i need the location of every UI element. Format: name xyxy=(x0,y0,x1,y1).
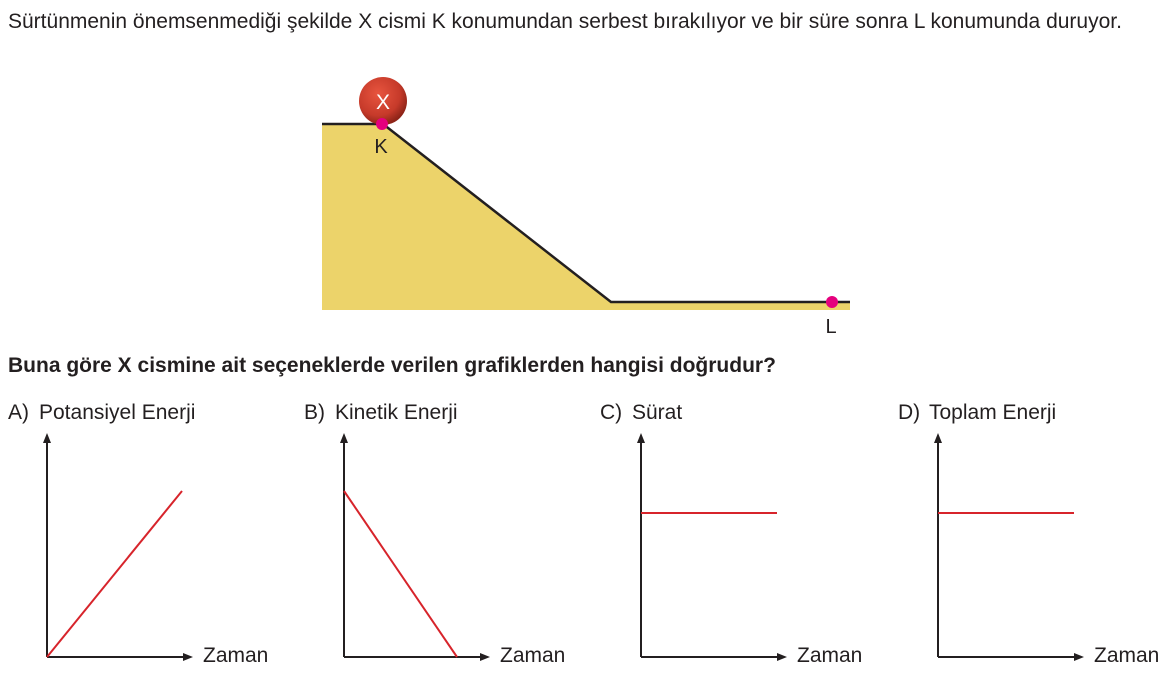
graph-a-x-arrow xyxy=(183,653,193,661)
question-text: Buna göre X cismine ait seçeneklerde verilen grafiklerden hangisi doğrudur? xyxy=(8,354,776,377)
option-c-title: Sürat xyxy=(632,401,683,424)
graph-d-y-arrow xyxy=(934,433,942,443)
graph-a-curve xyxy=(47,491,182,657)
option-b-x-label: Zaman xyxy=(500,644,566,667)
graph-c-y-arrow xyxy=(637,433,645,443)
option-d-letter[interactable]: D) xyxy=(898,401,921,424)
option-a-letter[interactable]: A) xyxy=(8,401,29,424)
option-b-title: Kinetik Enerji xyxy=(335,401,458,424)
graph-b-curve xyxy=(344,491,457,657)
graph-b-y-arrow xyxy=(340,433,348,443)
graph-a xyxy=(43,433,193,661)
option-a-title: Potansiyel Enerji xyxy=(39,401,196,424)
graph-c-x-arrow xyxy=(777,653,787,661)
point-k-marker xyxy=(376,118,388,130)
option-c-letter[interactable]: C) xyxy=(600,401,623,424)
option-a-x-label: Zaman xyxy=(203,644,269,667)
point-l-marker xyxy=(826,296,838,308)
ball-x-label: X xyxy=(375,91,391,114)
graph-d-x-arrow xyxy=(1074,653,1084,661)
graph-b-x-arrow xyxy=(480,653,490,661)
graph-d xyxy=(934,433,1084,661)
option-d-title: Toplam Enerji xyxy=(929,401,1057,424)
graph-b xyxy=(340,433,490,661)
point-k-label: K xyxy=(374,136,388,158)
point-l-label: L xyxy=(825,316,837,338)
option-b-letter[interactable]: B) xyxy=(304,401,325,424)
graph-c xyxy=(637,433,787,661)
question-intro-text: Sürtünmenin önemsenmediği şekilde X cismi K konumundan serbest bırakılıyor ve bir süre sonra L konumunda duruyor. xyxy=(8,10,1122,33)
option-c-x-label: Zaman xyxy=(797,644,863,667)
graph-a-y-arrow xyxy=(43,433,51,443)
option-d-x-label: Zaman xyxy=(1094,644,1160,667)
